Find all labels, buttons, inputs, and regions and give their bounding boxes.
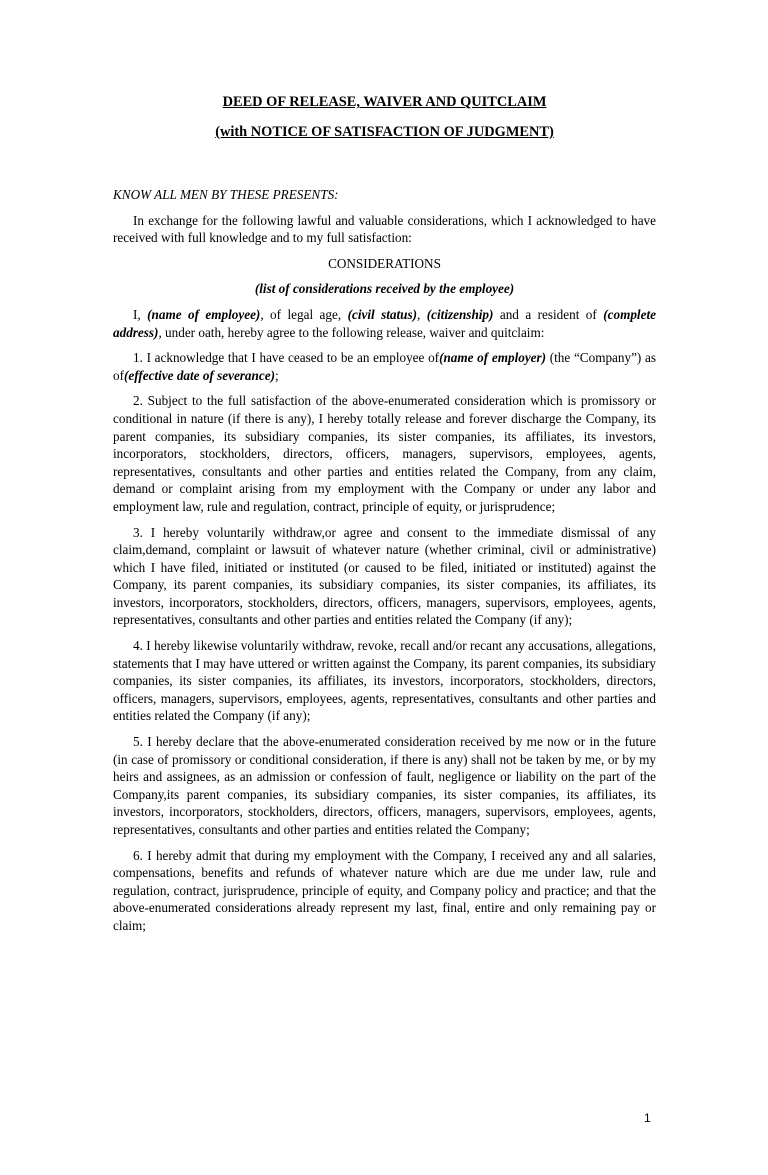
page-number: 1: [644, 1111, 651, 1125]
employee-name-placeholder: (name of employee): [147, 306, 261, 322]
clause-1: [113, 349, 656, 384]
clause-5: 5. I hereby declare that the above-enumerated consideration received by me now or in the future (in case of promissory or conditional consideration, if there is any) shall not be taken by me, or by my heirs and assignees, as an admission or confession of fault, negligence or liability on the part of the Company,its parent companies, its subsidiary companies, its sister companies, its affiliates, its investors, incorporators, stockholders, directors, officers, managers, supervisors, employees, agents, representatives, consultants and other parties and entities related the Company;: [113, 734, 656, 837]
oath-text-2: , of legal age,: [260, 306, 348, 322]
clause-2: 2. Subject to the full satisfaction of the above-enumerated consideration which is promissory or conditional in nature (if there is any), I hereby totally release and forever discharge the Company, its parent companies, its subsidiary companies, its sister companies, its affiliates, its investors, incorporators, stockholders, directors, officers, managers, supervisors, employees, agents, representatives, consultants and other parties and entities related the Company, from any claim, demand or complaint arising from my employment with the Company or under any labor and employment law, rule and regulation, contract, principle of equity, or jurisprudence;: [113, 393, 656, 514]
clause-6: 6. I hereby admit that during my employment with the Company, I received any and all salaries, compensations, benefits and refunds of whatever nature which are due me under law, rule and regulation, contract, jurisprudence, principle of equity, and Company policy and practice; and that the above-enumerated considerations already represent my last, final, entire and only remaining pay or claim;: [113, 847, 656, 933]
title-line-1: DEED OF RELEASE, WAIVER AND QUITCLAIM: [222, 94, 547, 110]
clause-3: 3. I hereby voluntarily withdraw,or agree and consent to the immediate dismissal of any claim,demand, complaint or lawsuit of whatever nature (whether criminal, civil or administrative) which I have filed, initiated or instituted (or caused to be filed, initiated or instituted) against the Company, its parent companies, its subsidiary companies, its sister companies, its affiliates, its investors, incorporators, stockholders, directors, officers, managers, supervisors, employees, agents, representatives, consultants and other parties and entities related the Company (if any);: [113, 524, 656, 628]
clause-1-text-3: ;: [274, 367, 279, 383]
citizenship-placeholder: (citizenship): [426, 306, 494, 322]
preamble: KNOW ALL MEN BY THESE PRESENTS:: [113, 187, 339, 202]
intro-paragraph: In exchange for the following lawful and valuable considerations, which I acknowledged to have received with full knowledge and to my full satisfaction:: [113, 212, 656, 246]
civil-status-placeholder: (civil status): [347, 306, 418, 322]
clause-1-text-2: (the “Company”) as of: [113, 350, 657, 383]
oath-paragraph: [113, 306, 656, 341]
oath-text-1: I,: [133, 306, 148, 322]
address-placeholder: (complete address): [113, 306, 656, 340]
document-body: [113, 88, 656, 935]
severance-date-placeholder: (effective date of severance): [124, 367, 275, 383]
considerations-heading: CONSIDERATIONS: [328, 255, 441, 271]
employer-name-placeholder: (name of employer): [439, 350, 547, 366]
clause-1-text-1: 1. I acknowledge that I have ceased to be an employee of: [133, 350, 440, 366]
considerations-placeholder: (list of considerations received by the employee): [254, 281, 515, 297]
oath-text-5: , under oath, hereby agree to the following release, waiver and quitclaim:: [158, 324, 545, 340]
document-title: [113, 92, 656, 142]
title-line-2: (with NOTICE OF SATISFACTION OF JUDGMENT): [215, 124, 554, 140]
oath-text-3: ,: [417, 306, 427, 322]
clause-4: 4. I hereby likewise voluntarily withdraw, revoke, recall and/or recant any accusations, allegations, statements that I may have uttered or written against the Company, its parent companies, its subsidiary companies, its sister companies, its affiliates, its investors, incorporators, stockholders, directors, officers, managers, supervisors, employees, agents, representatives, consultants and other parties and entities related the Company (if any);: [113, 638, 656, 724]
oath-text-4: and a resident of: [493, 306, 604, 322]
